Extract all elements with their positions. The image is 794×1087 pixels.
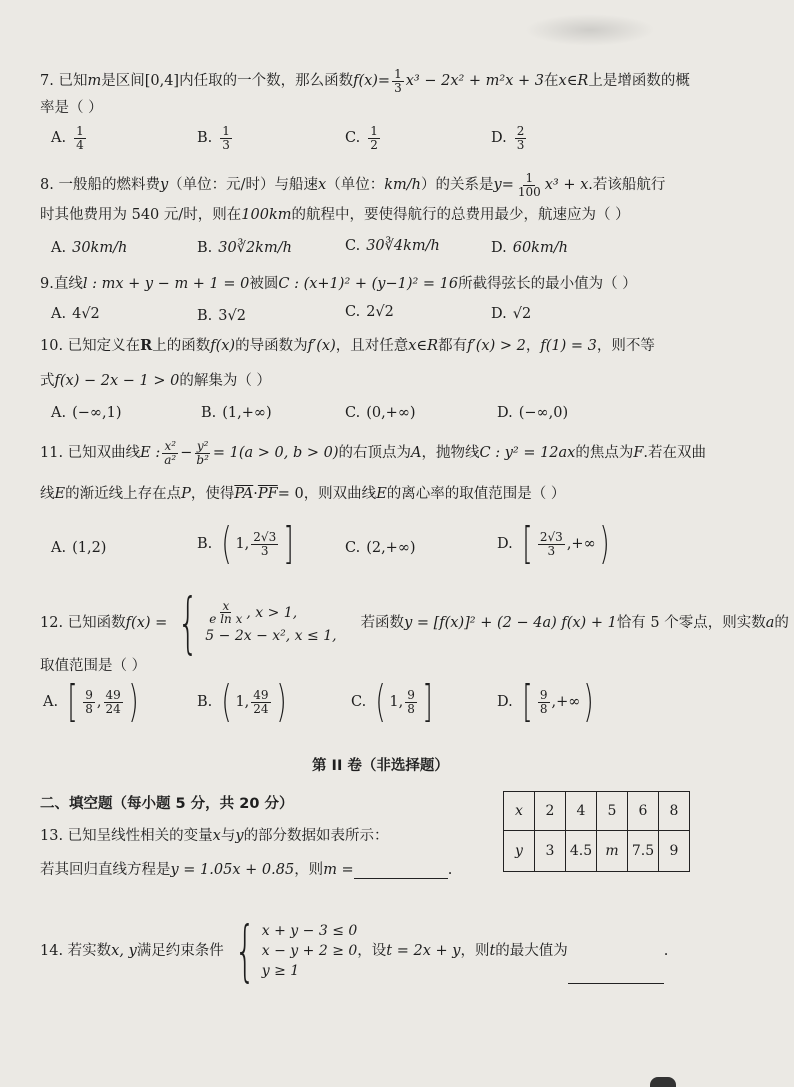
q14-stem: 14. 若实数x, y满足约束条件 { x + y − 3 ≤ 0 x − y + 2 ≥ 0 y ≥ 1 ，设t = 2x + y，则t的最大值为 . — [40, 912, 669, 989]
table-cell: m — [597, 831, 628, 872]
table-cell: 3 — [535, 831, 566, 872]
q12-option-c[interactable]: C. ( 1, 9 8 ] — [351, 676, 433, 727]
table-cell: 7.5 — [628, 831, 659, 872]
q10-option-c[interactable]: C. (0,+∞) — [345, 405, 416, 421]
q7-option-b[interactable]: B. $\frac{1}{3}$ — [197, 124, 230, 152]
q8-stem: 8. 一般船的燃料费y（单位：元/时）与船速x（单位：km/h）的关系是y= $\frac{1}{100}$ x³ + x.若该船航行 — [40, 171, 666, 199]
table-row — [504, 831, 690, 872]
q11-option-a[interactable]: A. (1,2) — [51, 540, 107, 556]
q8-option-d[interactable]: D. 60km/h — [491, 240, 568, 256]
q7-option-d[interactable]: D. $\frac{2}{3}$ — [491, 124, 525, 152]
scan-smudge — [525, 14, 655, 46]
q11-option-b[interactable]: B. ( 1, 2√3 3 ] — [197, 518, 294, 569]
q7-stem: 7. 已知m是区间[0,4]内任取的一个数，那么函数f(x)= $\frac{1}{3}$ x³ − 2x² + m²x + 3在x∈R上是增函数的概 — [40, 67, 690, 95]
q11-stem: 11. 已知双曲线E : $\frac{\text{x²}}{\text{a²}}$ − $\frac{\text{y²}}{\text{b²}}$ = 1(a > 0, b > 0)的右顶点为A，抛物线C : y² = 12ax的焦点为F.若在双曲 — [40, 439, 707, 467]
table-cell: 5 — [597, 792, 628, 831]
table-cell: 9 — [659, 831, 690, 872]
table-cell: 4.5 — [566, 831, 597, 872]
q13-stem: 13. 已知呈线性相关的变量x与y的部分数据如表所示： — [40, 828, 389, 844]
data-table — [503, 791, 690, 872]
table-cell: 2 — [535, 792, 566, 831]
table-cell: 4 — [566, 792, 597, 831]
table-row — [504, 792, 690, 831]
q10-option-b[interactable]: B. (1,+∞) — [201, 405, 272, 421]
q14-answer-blank[interactable] — [568, 969, 664, 984]
q9-option-b[interactable]: B. 3√2 — [197, 308, 246, 324]
q9-option-d[interactable]: D. √2 — [491, 306, 532, 322]
q10-stem: 10. 已知定义在R上的函数f(x)的导函数为f′(x)，且对任意x∈R都有f′(x) > 2，f(1) = 3，则不等 — [40, 337, 655, 354]
q12-option-b[interactable]: B. ( 1, 49 24 ) — [197, 676, 287, 727]
q8-option-a[interactable]: A. 30km/h — [51, 240, 128, 256]
q8-option-b[interactable]: B. 30∛2km/h — [197, 240, 292, 256]
q9-option-c[interactable]: C. 2√2 — [345, 304, 394, 320]
q7-option-a[interactable]: A. $\frac{1}{4}$ — [51, 124, 84, 152]
q12-option-a[interactable]: A. [ 9 8 , 49 24 ) — [43, 676, 139, 727]
table-cell: 6 — [628, 792, 659, 831]
q12-stem: 12. 已知函数f(x) = { $\frac{x}{\text{e ln x}}$ , x > 1, 5 − 2x − x², x ≤ 1, 若函数y = [f(x)]² + (2 − 4a) f(x) + 1恰有 5 个零点，则实数a的 — [40, 584, 789, 661]
q7-stem-line2: 率是（ ） — [40, 100, 103, 116]
table-cell: 8 — [659, 792, 690, 831]
q12-stem-line2: 取值范围是（ ） — [40, 658, 147, 674]
q7-option-c[interactable]: C. $\frac{1}{2}$ — [345, 124, 378, 152]
q9-stem: 9.直线l : mx + y − m + 1 = 0被圆C : (x+1)² + (y−1)² = 16所截得弦长的最小值为（ ） — [40, 276, 637, 292]
q11-option-d[interactable]: D. [ 2√3 3 ,+∞ ) — [497, 518, 610, 569]
q10-option-a[interactable]: A. (−∞,1) — [51, 405, 122, 421]
q9-option-a[interactable]: A. 4√2 — [51, 306, 100, 322]
page-corner-mark — [650, 1077, 676, 1087]
q11-option-c[interactable]: C. (2,+∞) — [345, 540, 416, 556]
q8-stem-line2: 时其他费用为 540 元/时，则在100km的航程中，要使得航行的总费用最少，航速应为（ ） — [40, 207, 630, 223]
table-cell: x — [504, 792, 535, 831]
q11-stem-line2: 线E的渐近线上存在点P，使得$\overline{PA}\cdot\overline{PF}= 0$，则双曲线E的离心率的取值范围是（ ） — [40, 486, 566, 502]
q8-option-c[interactable]: C. 30∛4km/h — [345, 238, 440, 254]
q13-stem-line2: 若其回归直线方程是y = 1.05x + 0.85，则m = . — [40, 862, 453, 878]
q10-stem-line2: 式f(x) − 2x − 1 > 0的解集为（ ） — [40, 373, 271, 389]
table-cell: y — [504, 831, 535, 872]
part2-title: 第 II 卷（非选择题） — [312, 758, 449, 774]
q10-option-d[interactable]: D. (−∞,0) — [497, 405, 569, 421]
q12-option-d[interactable]: D. [ 9 8 ,+∞ ) — [497, 676, 595, 727]
q13-answer-blank[interactable] — [354, 864, 448, 879]
fill-in-section-title: 二、填空题（每小题 5 分，共 20 分） — [40, 796, 294, 812]
